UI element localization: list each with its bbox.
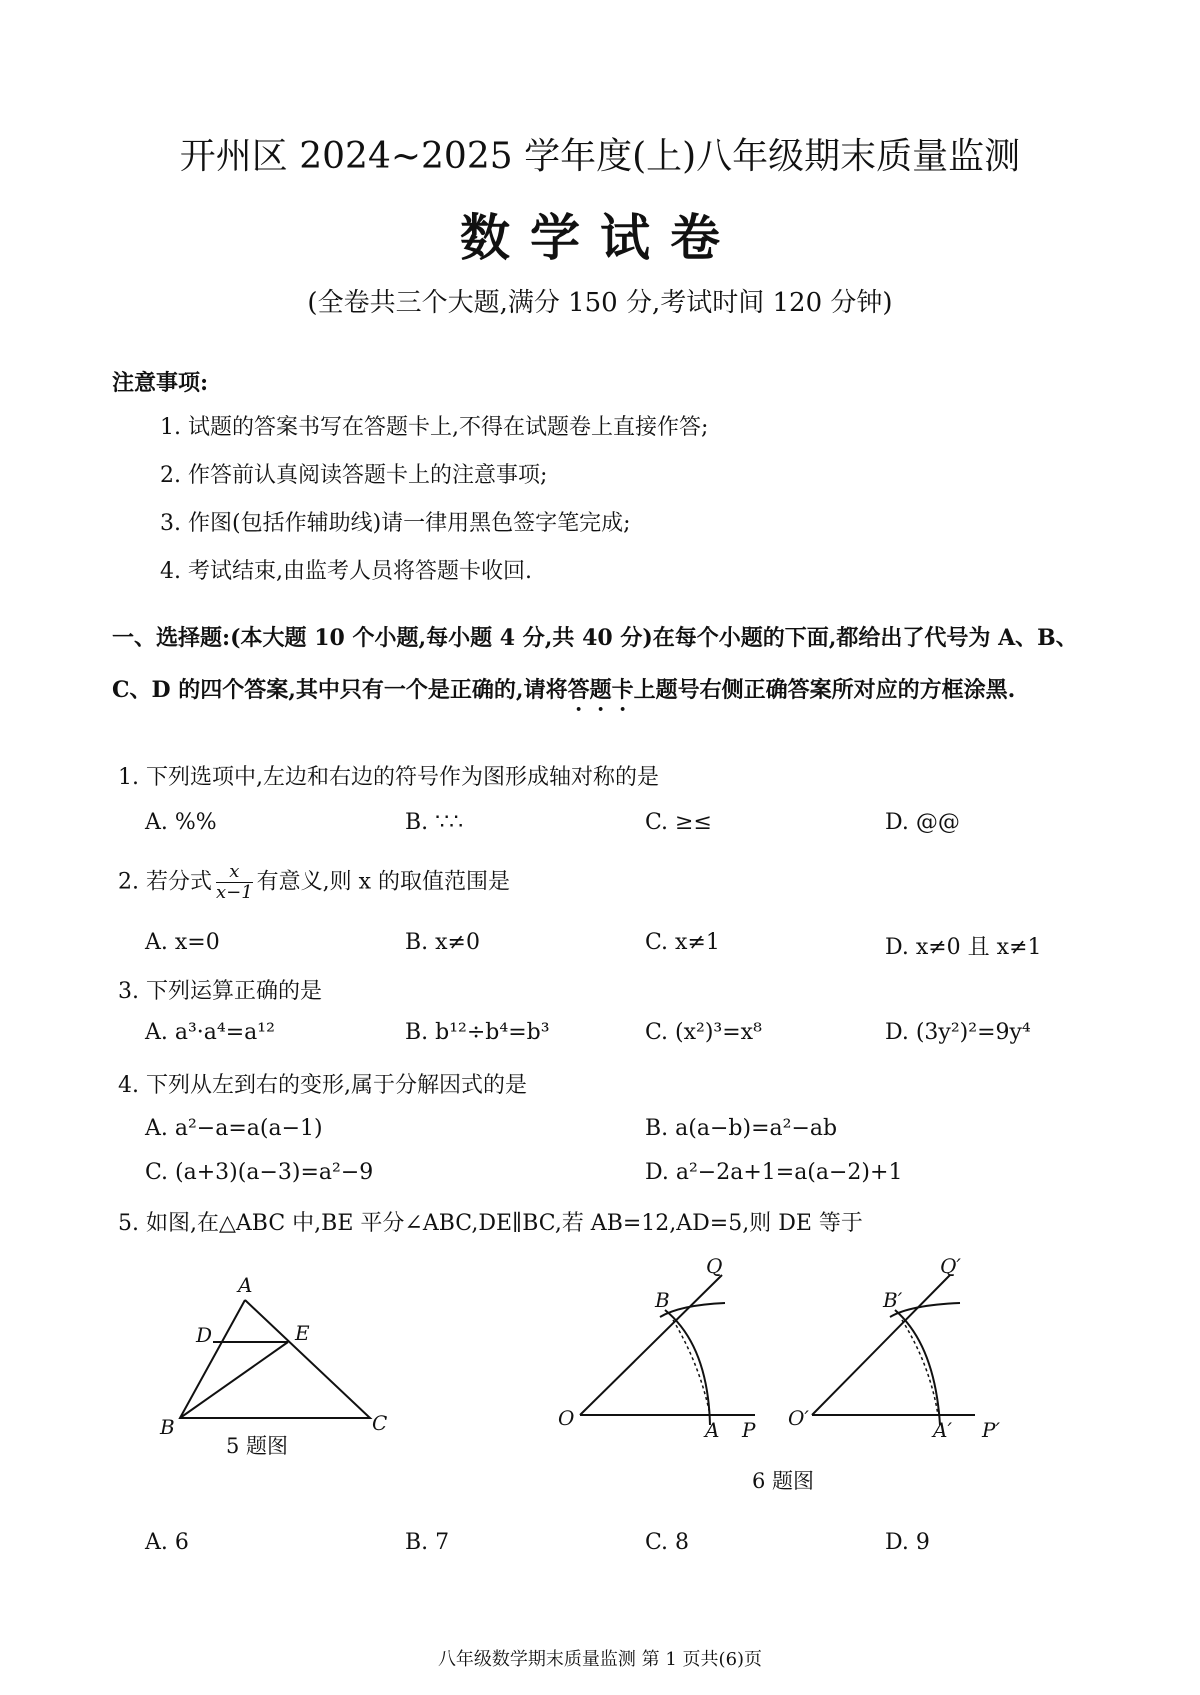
page-footer: 八年级数学期末质量监测 第 1 页共(6)页 — [437, 1649, 763, 1670]
q2-fraction-denominator: x−1 — [215, 882, 253, 903]
q3-option-d: D. (3y²)²=9y⁴ — [885, 1020, 1031, 1045]
label-q: Q — [706, 1255, 723, 1278]
label-d: D — [196, 1323, 213, 1347]
question-1-stem: 1. 下列选项中,左边和右边的符号作为图形成轴对称的是 — [118, 765, 659, 790]
section-one-instructions — [112, 612, 1092, 716]
q5-option-c: C. 8 — [645, 1530, 690, 1555]
q2-fraction — [216, 862, 253, 903]
label-a: A — [705, 1418, 720, 1442]
q4-option-c: C. (a+3)(a−3)=a²−9 — [145, 1160, 374, 1185]
q3-option-a: A. a³·a⁴=a¹² — [145, 1020, 275, 1045]
q4-option-a: A. a²−a=a(a−1) — [145, 1116, 323, 1141]
q3-option-c: C. (x²)³=x⁸ — [645, 1020, 762, 1045]
label-c: C — [372, 1411, 388, 1435]
notice-item: 1. 试题的答案书写在答题卡上,不得在试题卷上直接作答; — [160, 415, 709, 440]
notice-item: 3. 作图(包括作辅助线)请一律用黑色签字笔完成; — [160, 511, 631, 536]
label-a: A — [238, 1273, 253, 1297]
exam-subtitle: 数学试卷 — [460, 208, 740, 267]
label-b-prime: B′ — [883, 1288, 903, 1312]
q1-option-c: C. ≥≤ — [645, 810, 712, 835]
q4-option-d: D. a²−2a+1=a(a−2)+1 — [645, 1160, 903, 1185]
exam-title: 开州区 2024~2025 学年度(上)八年级期末质量监测 — [179, 136, 1021, 177]
label-o-prime: O′ — [788, 1406, 809, 1430]
q4-option-b: B. a(a−b)=a²−ab — [645, 1116, 838, 1141]
q1-option-b: B. ∵∴ — [405, 810, 464, 835]
label-q-prime: Q′ — [940, 1255, 961, 1278]
label-b: B — [655, 1288, 670, 1312]
question-5-stem: 5. 如图,在△ABC 中,BE 平分∠ABC,DE∥BC,若 AB=12,AD=5,则 DE 等于 — [118, 1211, 863, 1236]
q5-option-b: B. 7 — [405, 1530, 450, 1555]
dashed-segment-ab — [673, 1320, 710, 1415]
q2-stem-pre: 2. 若分式 — [118, 869, 212, 895]
q1-option-a: A. %% — [145, 810, 217, 835]
section-text-b: 上题号右侧正确答案所对应的方框涂黑. — [633, 677, 1016, 703]
q2-stem-post: 有意义,则 x 的取值范围是 — [256, 869, 511, 895]
section-text-emphasis: 答题卡 — [567, 677, 634, 703]
question-3-stem: 3. 下列运算正确的是 — [118, 979, 322, 1004]
q3-option-b: B. b¹²÷b⁴=b³ — [405, 1020, 550, 1045]
q5-option-d: D. 9 — [885, 1530, 930, 1555]
ray-oq — [580, 1275, 722, 1415]
question-4-stem: 4. 下列从左到右的变形,属于分解因式的是 — [118, 1073, 527, 1098]
notice-item: 4. 考试结束,由监考人员将答题卡收回. — [160, 559, 532, 584]
q1-option-d: D. @@ — [885, 810, 960, 835]
q2-option-c: C. x≠1 — [645, 930, 720, 955]
label-e: E — [295, 1321, 310, 1345]
q2-option-a: A. x=0 — [145, 930, 220, 955]
ray-o-prime-q-prime — [812, 1275, 950, 1415]
triangle-abc — [180, 1300, 370, 1418]
section-text-a: 一、选择题:(本大题 10 个小题,每小题 4 分,共 40 分)在每个小题的下面,都给出了代号为 A、B、C、D 的四个答案,其中只有一个是正确的,请将 — [112, 625, 1078, 703]
label-p-prime: P′ — [982, 1418, 1000, 1442]
q2-option-b: B. x≠0 — [405, 930, 480, 955]
dashed-segment-a-prime-b-prime — [902, 1320, 938, 1415]
q2-option-d: D. x≠0 且 x≠1 — [885, 935, 1042, 960]
figure-6-angle-construction — [550, 1255, 1030, 1450]
construction-arc — [665, 1310, 710, 1425]
label-p: P — [742, 1418, 756, 1442]
figure-6-caption: 6 题图 — [752, 1469, 815, 1493]
label-o: O — [558, 1406, 575, 1430]
notices-heading: 注意事项: — [112, 370, 209, 396]
question-2-stem — [118, 862, 510, 903]
notice-item: 2. 作答前认真阅读答题卡上的注意事项; — [160, 463, 548, 488]
q2-fraction-numerator: x — [216, 862, 253, 883]
construction-arc — [895, 1310, 940, 1425]
figure-5-caption: 5 题图 — [226, 1434, 289, 1458]
exam-note: (全卷共三个大题,满分 150 分,考试时间 120 分钟) — [307, 288, 893, 318]
label-a-prime: A′ — [933, 1418, 952, 1442]
segment-be — [180, 1342, 288, 1418]
q5-option-a: A. 6 — [145, 1530, 189, 1555]
label-b: B — [160, 1415, 175, 1439]
